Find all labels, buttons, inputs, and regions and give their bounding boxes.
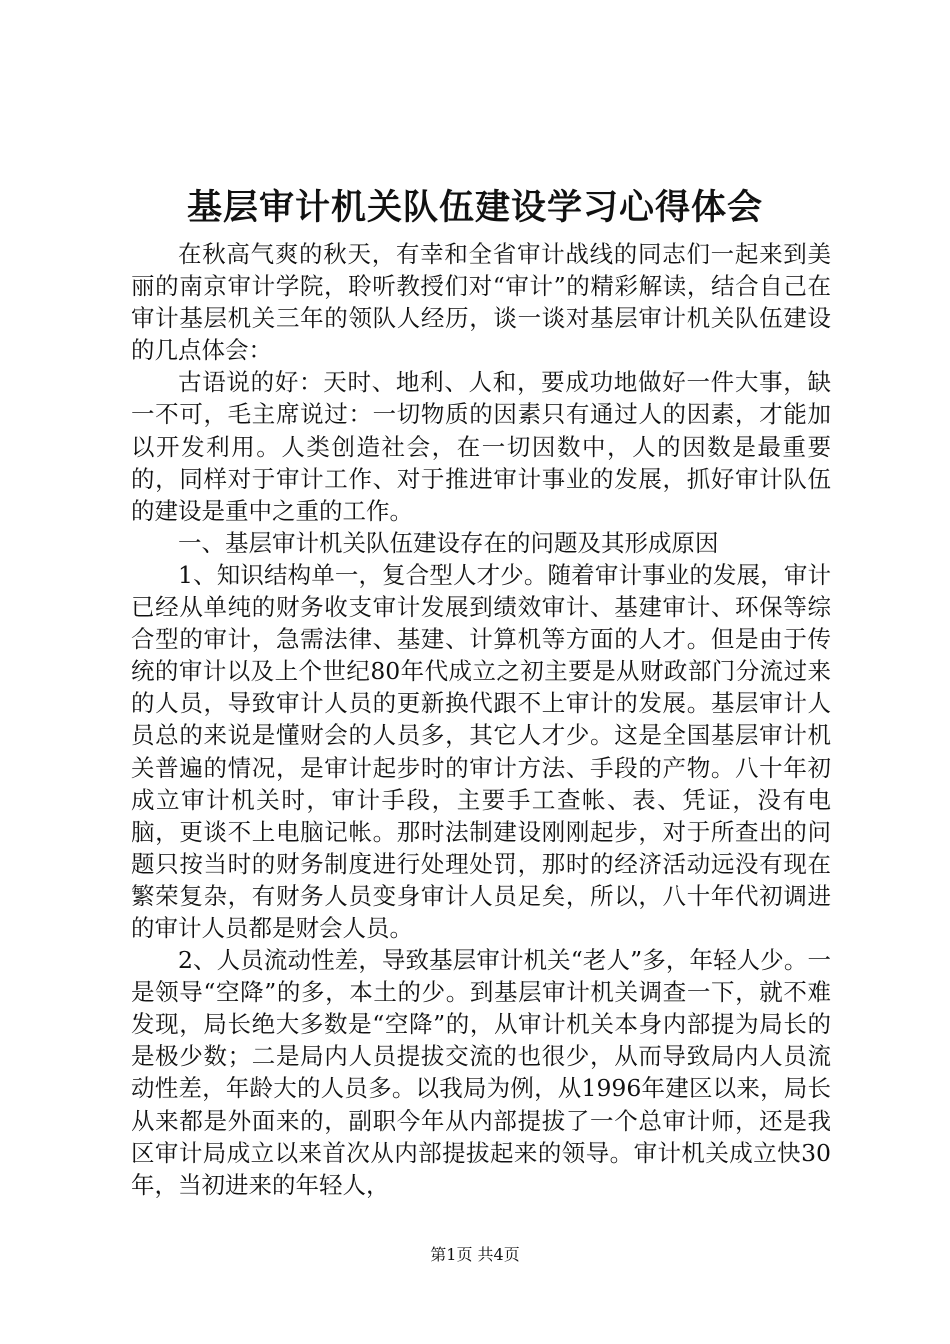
paragraph-intro: 在秋高气爽的秋天，有幸和全省审计战线的同志们一起来到美丽的南京审计学院，聆听教授们对“审计”的精彩解读，结合自己在审计基层机关三年的领队人经历，谈一谈对基层审计机关队伍建设的几点体会： <box>131 240 831 365</box>
document-title: 基层审计机关队伍建设学习心得体会 <box>186 187 763 228</box>
page-footer: 第1页 共4页 <box>430 1245 520 1264</box>
document-body <box>131 238 831 1201</box>
paragraph-point-1: 1、知识结构单一，复合型人才少。随着审计事业的发展，审计已经从单纯的财务收支审计发展到绩效审计、基建审计、环保等综合型的审计，急需法律、基建、计算机等方面的人才。但是由于传统的审计以及上个世纪80年代成立之初主要是从财政部门分流过来的人员，导致审计人员的更新换代跟不上审计的发展。基层审计人员总的来说是懂财会的人员多，其它人才少。这是全国基层审计机关普遍的情况，是审计起步时的审计方法、手段的产物。八十年初成立审计机关时，审计手段，主要手工查帐、表、凭证，没有电脑，更谈不上电脑记帐。那时法制建设刚刚起步，对于所查出的问题只按当时的财务制度进行处理处罚，那时的经济活动远没有现在繁荣复杂，有财务人员变身审计人员足矣，所以，八十年代初调进的审计人员都是财会人员。 <box>131 560 831 942</box>
paragraph-point-2: 2、人员流动性差，导致基层审计机关“老人”多，年轻人少。一是领导“空降”的多，本土的少。到基层审计机关调查一下，就不难发现，局长绝大多数是“空降”的，从审计机关本身内部提为局长的是极少数；二是局内人员提拔交流的也很少，从而导致局内人员流动性差，年龄大的人员多。以我局为例，从1996年建区以来，局长从来都是外面来的，副职今年从内部提拔了一个总审计师，还是我区审计局成立以来首次从内部提拔起来的领导。审计机关成立快30年，当初进来的年轻人， <box>131 946 831 1199</box>
section-heading: 一、基层审计机关队伍建设存在的问题及其形成原因 <box>178 528 719 557</box>
paragraph-quote: 古语说的好：天时、地利、人和，要成功地做好一件大事，缺一不可，毛主席说过：一切物质的因素只有通过人的因素，才能加以开发利用。人类创造社会，在一切因数中，人的因数是最重要的，同样对于审计工作、对于推进审计事业的发展，抓好审计队伍的建设是重中之重的工作。 <box>131 368 831 525</box>
